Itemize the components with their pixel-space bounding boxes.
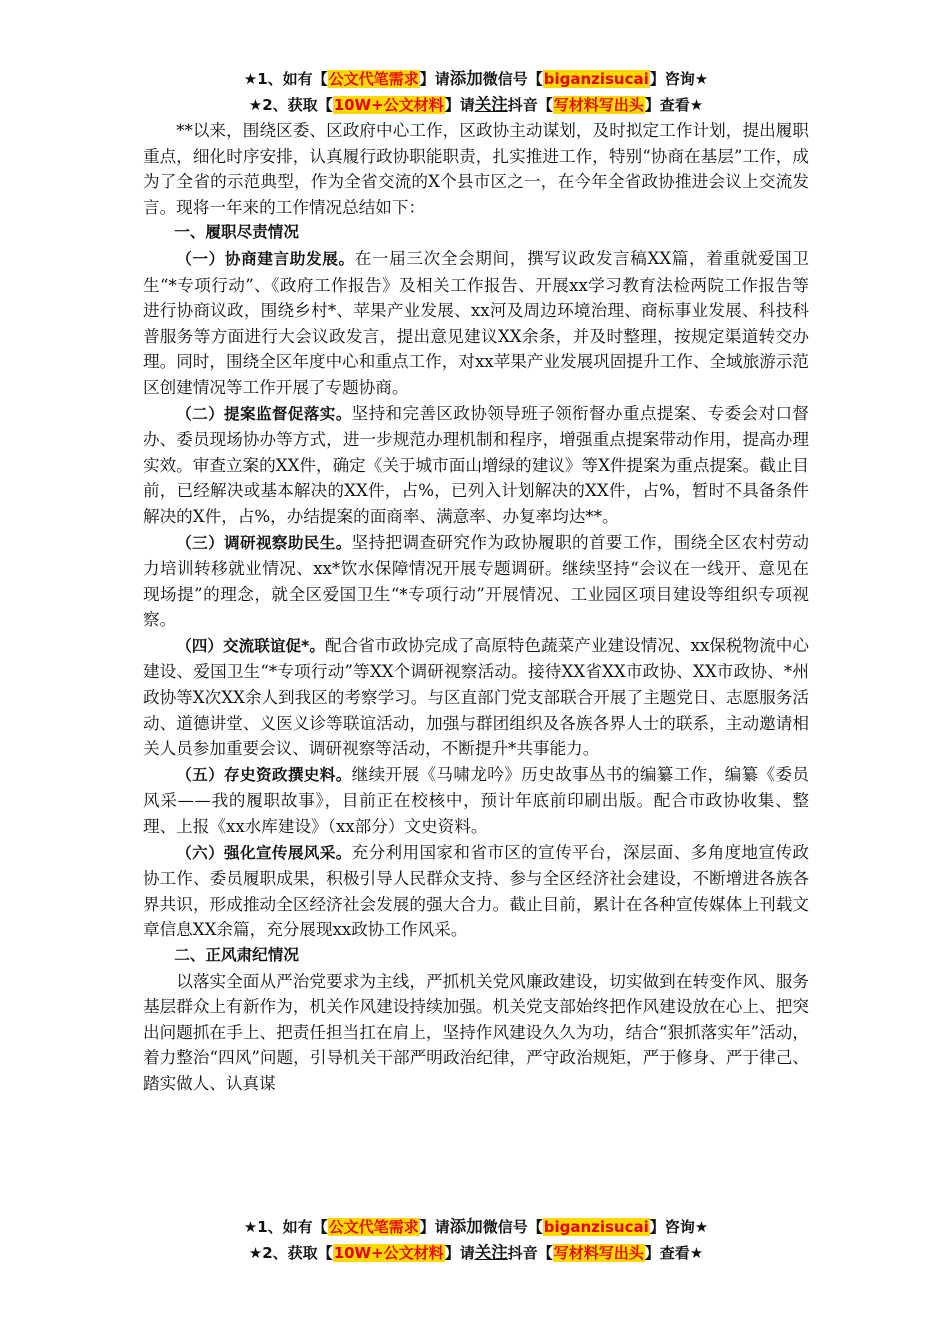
banner-text: ★2、获取【 [248, 96, 333, 114]
document-page [143, 66, 809, 1097]
highlight-writing-service: 公文代笔需求 [328, 70, 419, 88]
banner-text: 】咨询★ [649, 70, 709, 88]
banner-text: 】查看★ [644, 96, 704, 114]
highlight-wechat-id: biganzisucai [543, 70, 649, 88]
item-text: 充分利用国家和省市区的宣传平台，深层面、多角度地宣传政协工作、委员履职成果，积极引导人民群众支持、参与全区经济社会建设，不断增进各族各界共识，形成推动全区经济社会发展的强大合力。截止目前，累计在各种宣传媒体上刊载文章信息XX余篇，充分展现xx政协工作风采。 [143, 842, 809, 940]
item-text: 配合省市政协完成了高原特色蔬菜产业建设情况、xx保税物流中心建设、爱国卫生“*专项行动”等XX个调研视察活动。接待XX省XX市政协、XX市政协、*州政协等X次XX余人到我区的考察学习。与区直部门党支部联合开展了主题党日、志愿服务活动、道德讲堂、义医义诊等联谊活动，加强与群团组织及各族各界人士的联系，主动邀请相关人员参加重要会议、调研视察等活动，不断提升*共事能力。 [143, 635, 810, 759]
item-lead: （四）交流联谊促*。 [176, 636, 325, 655]
banner-text: 】请 [419, 70, 450, 88]
item-text: 坚持和完善区政协领导班子领衔督办重点提案、专委会对口督办、委员现场协办等方式，进一步规范办理机制和程序，增强重点提案带动作用，提高办理实效。审查立案的XX件，确定《关于城市面山增绿的建议》等X件提案为重点提案。截止目前，已经解决或基本解决的XX件，占%，已列入计划解决的XX件，占%，暂时不具备条件解决的X件，占%，办结提案的面商率、满意率、办复率均达**。 [143, 403, 810, 526]
banner-text: 添加 [449, 69, 483, 88]
intro-paragraph: **以来，围绕区委、区政府中心工作，区政协主动谋划，及时拟定工作计划，提出履职重点，细化时序安排，认真履行政协职能职责，扎实推进工作，特别“协商在基层”工作，成为了全省的示范典型，作为全省交流的X个县市区之一，在今年全省政协推进会议上交流发言。现将一年来的工作情况总结如下： [143, 121, 809, 217]
banner-text: 关注 [474, 95, 508, 114]
banner-text: 添加 [449, 1217, 483, 1236]
highlight-wechat-id: biganzisucai [543, 1218, 649, 1236]
highlight-douyin-account: 写材料写出头 [553, 96, 644, 114]
banner-text: ★1、如有【 [243, 1218, 328, 1236]
promo-banner-line-2 [143, 92, 809, 118]
highlight-douyin-account: 写材料写出头 [553, 1244, 644, 1262]
banner-text: 抖音【 [507, 1244, 553, 1262]
item-lead: （五）存史资政撰史料。 [176, 765, 352, 784]
banner-text: 微信号【 [482, 1218, 543, 1236]
banner-text: 关注 [474, 1243, 508, 1262]
banner-text: 】咨询★ [649, 1218, 709, 1236]
item-paragraph-5 [143, 762, 809, 840]
item-lead: （六）强化宣传展风采。 [176, 843, 352, 862]
item-lead: （二）提案监督促落实。 [176, 404, 352, 423]
promo-banner-line-1 [143, 1214, 809, 1240]
banner-text: ★1、如有【 [243, 70, 328, 88]
banner-text: 抖音【 [507, 96, 553, 114]
banner-text: 微信号【 [482, 70, 543, 88]
item-text: 在一届三次全会期间，撰写议政发言稿XX篇，着重就爱国卫生“*专项行动”、《政府工作报告》及相关工作报告、开展xx学习教育法检两院工作报告等进行协商议政，围绕乡村*、苹果产业发展、xx河及周边环境治理、商标事业发展、科技科普服务等方面进行大会议政发言，提出意见建议XX余条，并及时整理，按规定渠道转交办理。同时，围绕全区年度中心和重点工作，对xx苹果产业发展巩固提升工作、全域旅游示范区创建情况等工作开展了专题协商。 [143, 248, 809, 397]
promo-banner-line-2 [143, 1240, 809, 1266]
section-heading-2: 二、正风肃纪情况 [174, 946, 299, 964]
item-lead: （一）协商建言助发展。 [176, 249, 355, 268]
item-text: 继续开展《马啸龙吟》历史故事丛书的编纂工作，编纂《委员风采——我的履职故事》，目前正在校核中，预计年底前印刷出版。配合市政协收集、整理、上报《xx水库建设》（xx部分）文史资料。 [143, 764, 809, 837]
highlight-materials: 10W+公文材料 [333, 96, 444, 114]
footer-banner [143, 1214, 809, 1266]
item-text: 坚持把调查研究作为政协履职的首要工作，围绕全区农村劳动力培训转移就业情况、xx*饮水保障情况开展专题调研。继续坚持“会议在一线开、意见在现场提”的理念，就全区爱国卫生“*专项行动”开展情况、工业园区项目建设等组织专项视察。 [143, 532, 809, 630]
banner-text: 】查看★ [644, 1244, 704, 1262]
item-paragraph-1 [143, 246, 809, 401]
closing-paragraph: 以落实全面从严治党要求为主线，严抓机关党风廉政建设，切实做到在转变作风、服务基层群众上有新作为，机关作风建设持续加强。机关党支部始终把作风建设放在心上、把突出问题抓在手上、把责任担当扛在肩上，坚持作风建设久久为功，结合“狠抓落实年”活动，着力整治“四风”问题，引导机关干部严明政治纪律，严守政治规矩，严于修身、严于律己、踏实做人、认真谋 [143, 971, 809, 1093]
banner-text: ★2、获取【 [248, 1244, 333, 1262]
banner-text: 】请 [419, 1218, 450, 1236]
banner-text: 】请 [444, 1244, 475, 1262]
item-paragraph-6 [143, 840, 809, 943]
banner-text: 】请 [444, 96, 475, 114]
item-paragraph-2 [143, 401, 809, 530]
item-lead: （三）调研视察助民生。 [176, 533, 352, 552]
highlight-writing-service: 公文代笔需求 [328, 1218, 419, 1236]
promo-banner-line-1 [143, 66, 809, 92]
item-paragraph-4 [143, 633, 809, 762]
section-heading-1: 一、履职尽责情况 [174, 223, 299, 242]
highlight-materials: 10W+公文材料 [333, 1244, 444, 1262]
item-paragraph-3 [143, 530, 809, 633]
